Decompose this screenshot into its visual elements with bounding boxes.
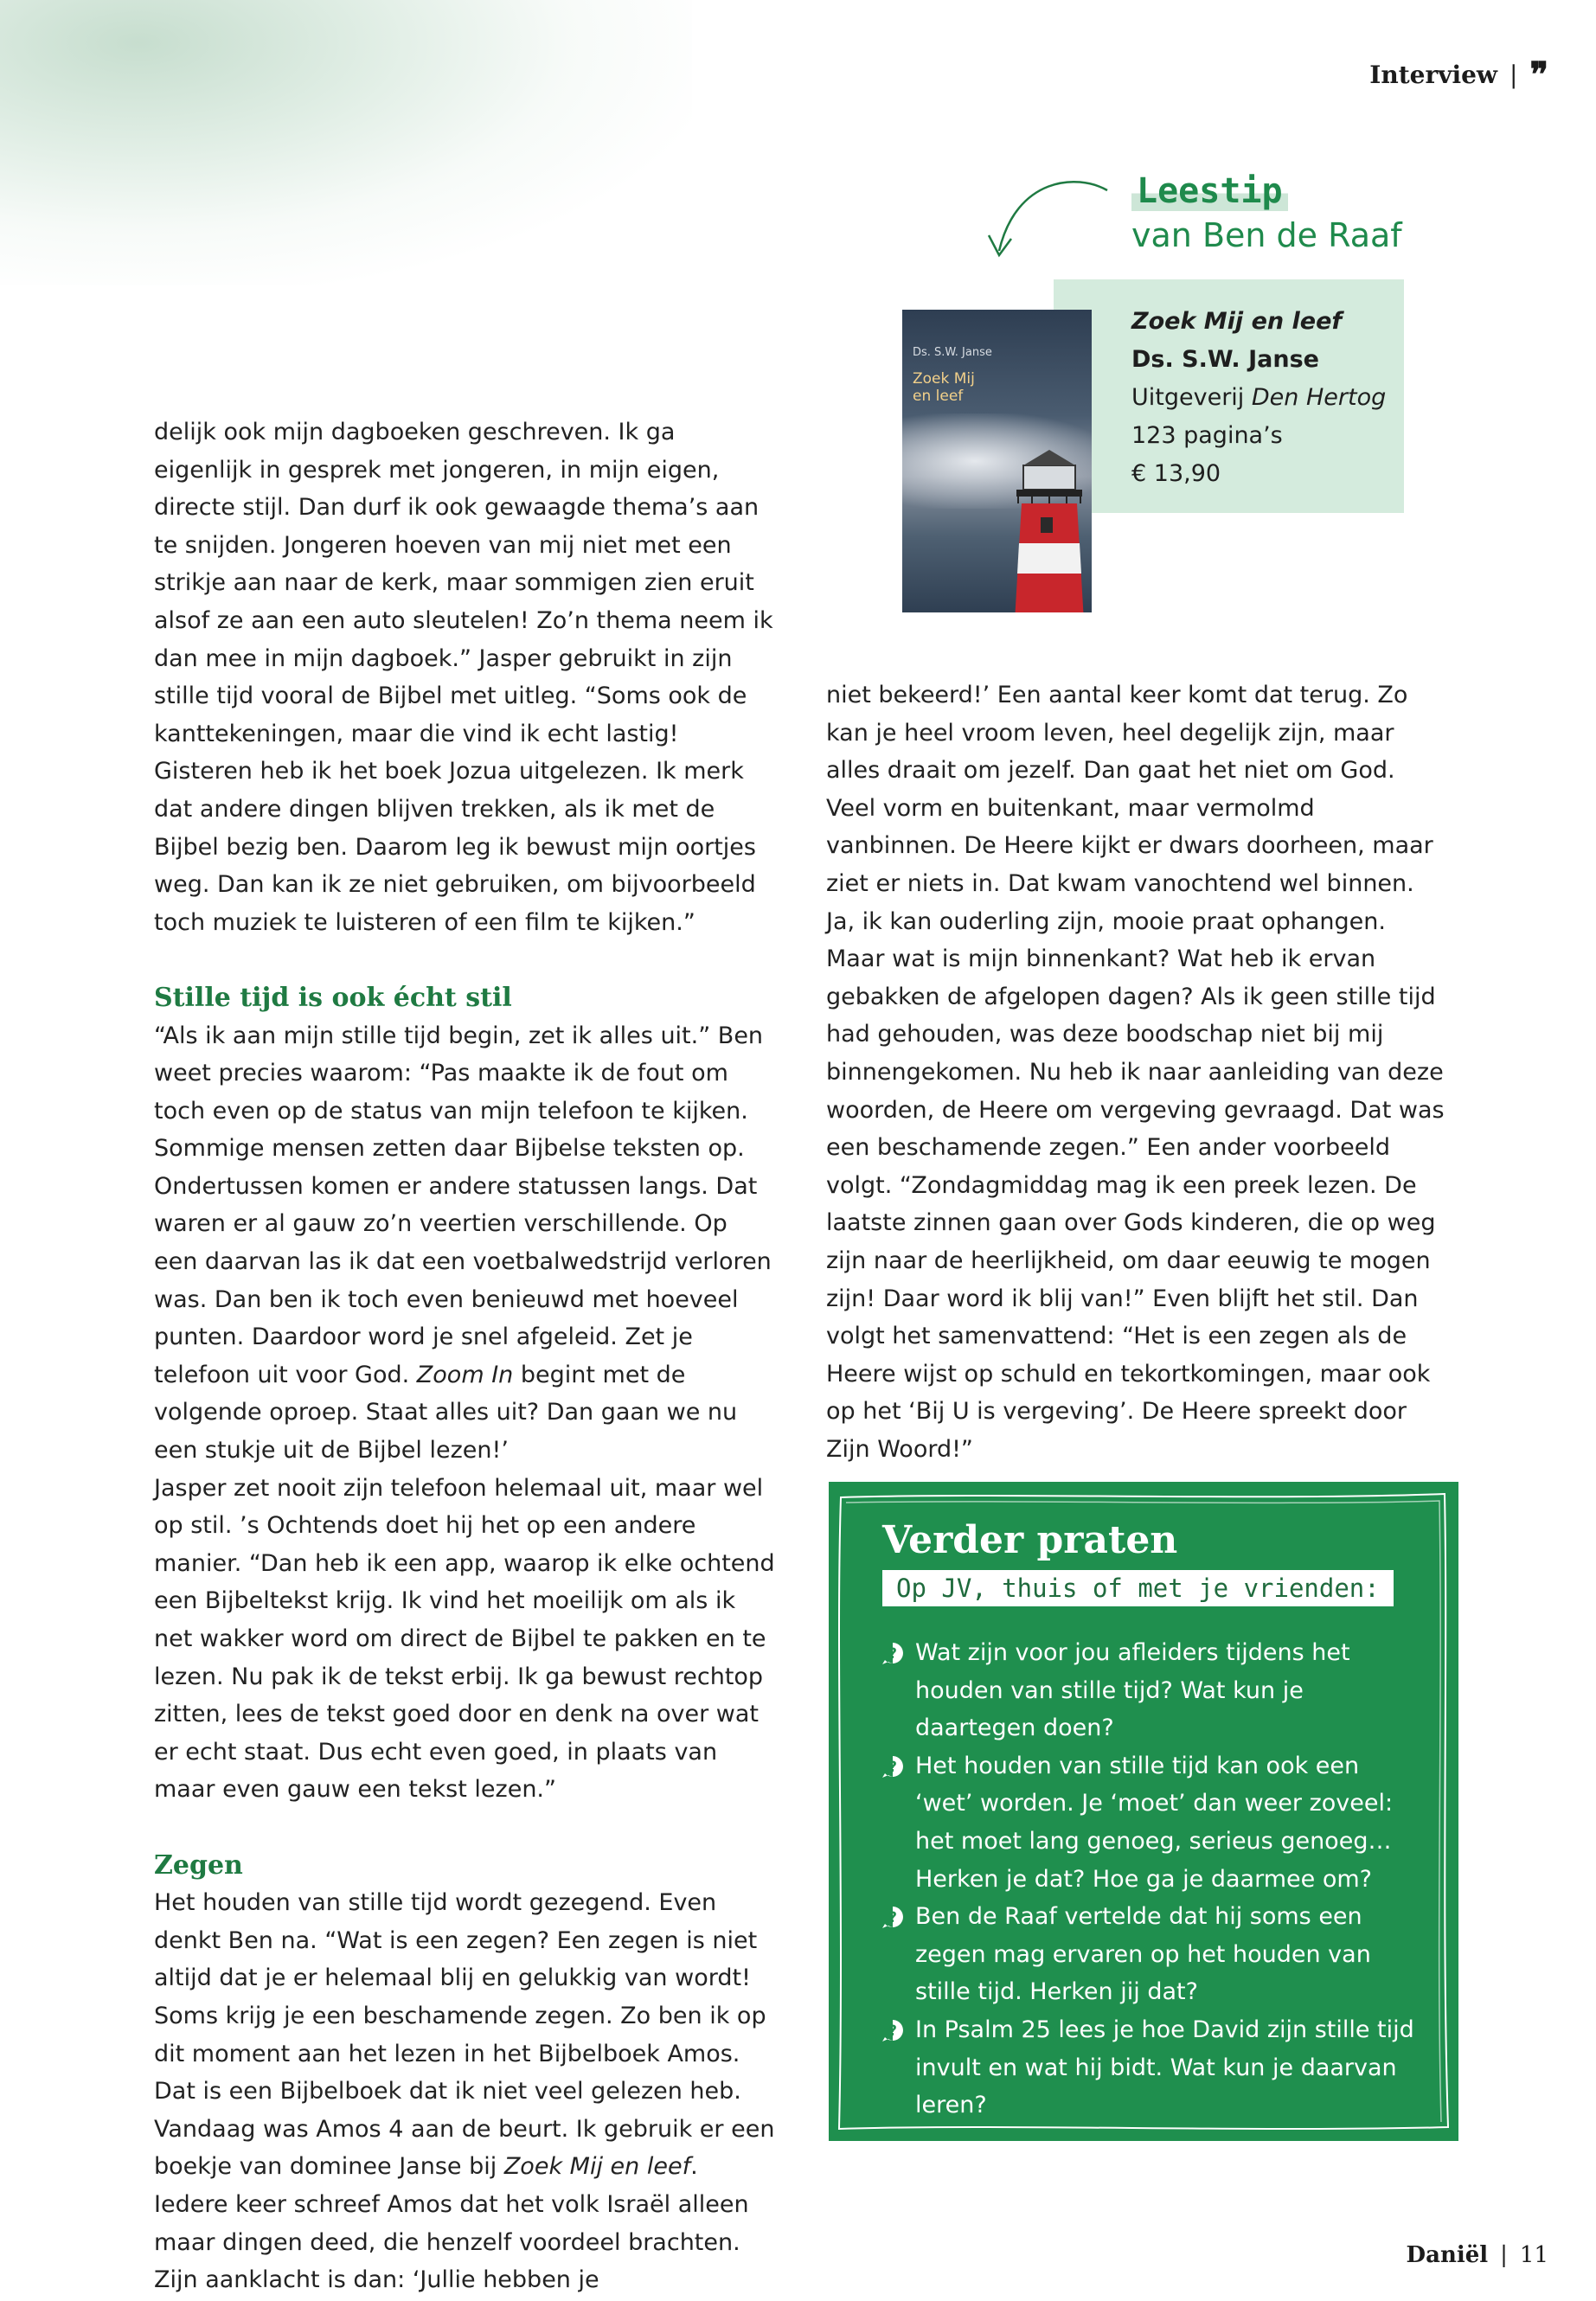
svg-text:?: ? bbox=[888, 2022, 897, 2040]
book-price: € 13,90 bbox=[1131, 460, 1221, 487]
article-left-column bbox=[154, 413, 777, 2299]
header-separator: | bbox=[1509, 61, 1518, 89]
leestip-subtitle: van Ben de Raaf bbox=[1131, 216, 1402, 254]
question-bubble-icon bbox=[881, 1905, 905, 1929]
paragraph: niet bekeerd!’ Een aantal keer komt dat terug. Zo kan je heel vroom leven, heel degelijk zijn, maar alles draait om jezelf. Dan gaat het niet om God. Veel vorm en buitenkant, maar vermolmd vanbinnen. De Heere kijkt er dwars doorheen, maar ziet er niets in. Dat kwam vanochtend wel binnen. Ja, ik kan ouderling zijn, mooie praat ophangen. Maar wat is mijn binnenkant? Wat heb ik ervan gebakken de afgelopen dagen? Als ik geen stille tijd had gehouden, was deze boodschap niet bij mij binnengekomen. Nu heb ik naar aanleiding van deze woorden, de Heere om vergeving gevraagd. Dat was een beschamende zegen.” Een ander voorbeeld volgt. “Zondagmiddag mag ik een preek lezen. De laatste zinnen gaan over Gods kinderen, die op weg zijn naar de heerlijkheid, om daar eeuwig te mogen zijn! Daar word ik blij van!” Even blijft het stil. Dan volgt het samenvattend: “Het is een zegen als de Heere wijst op schuld en tekortkomingen, maar ook op het ‘Bij U is vergeving’. De Heere spreekt door Zijn Woord!” bbox=[826, 682, 1445, 1463]
paragraph: delijk ook mijn dagboeken geschreven. Ik ga eigenlijk in gesprek met jongeren, in mijn eigen, directe stijl. Dan durf ik ook gewaagde thema’s aan te snijden. Jongeren hoeven van mij niet met een strikje aan naar de kerk, maar sommigen zien eruit alsof ze aan een auto sleutelen! Zo’n thema neem ik dan mee in mijn dagboek.” Jasper gebruikt in zijn stille tijd vooral de Bijbel met uitleg. “Soms ook de kanttekeningen, maar die vind ik echt lastig! Gisteren heb ik het boek Jozua uitgelezen. Ik merk dat andere dingen blijven trekken, als ik met de Bijbel bezig ben. Daarom leg ik bewust mijn oortjes weg. Dan kan ik ze niet gebruiken, om bijvoorbeeld toch muziek te luisteren of een film te kijken.” bbox=[154, 419, 773, 936]
article-right-column bbox=[826, 676, 1449, 1468]
book-info bbox=[1131, 303, 1386, 493]
list-item: ? In Psalm 25 lees je hoe David zijn stille tijd invult en wat hij bidt. Wat kun je daarvan leren? bbox=[881, 2011, 1417, 2125]
book-title: Zoek Mij en leef bbox=[1131, 308, 1343, 335]
book-pages: 123 pagina’s bbox=[1131, 422, 1283, 449]
box-title: Verder praten bbox=[882, 1518, 1178, 1562]
background-watercolor-wash bbox=[0, 0, 692, 285]
list-item: ? Het houden van stille tijd kan ook een ‘wet’ worden. Je ‘moet’ dan weer zoveel: het moet lang genoeg, serieus genoeg… Herken je dat? Hoe ga je daarmee om? bbox=[881, 1747, 1417, 1898]
svg-text:?: ? bbox=[888, 1758, 897, 1776]
question-bubble-icon bbox=[881, 1641, 905, 1665]
svg-text:?: ? bbox=[888, 1645, 897, 1663]
paragraph: “Als ik aan mijn stille tijd begin, zet ik alles uit.” Ben weet precies waarom: “Pas maakte ik de fout om toch even op de status van mijn telefoon te kijken. Sommige mensen zetten daar Bijbelse teksten op. Ondertussen komen er andere statussen langs. Dat waren er al gauw zo’n veertien verschillende. Op een daarvan las ik dat een voetbalwedstrijd verloren was. Dan ben ik toch even benieuwd met hoeveel punten. Daardoor word je snel afgeleid. Zet je telefoon uit voor God. Zoom In begint met de volgende oproep. Staat alles uit? Dan gaan we nu een stukje uit de Bijbel lezen!’ bbox=[154, 1022, 772, 1465]
question-bubble-icon bbox=[881, 1754, 905, 1779]
verder-praten-box bbox=[829, 1482, 1458, 2141]
question-bubble-icon bbox=[881, 2018, 905, 2042]
section-label: Interview bbox=[1369, 61, 1498, 89]
list-item: ? Wat zijn voor jou afleiders tijdens het houden van stille tijd? Wat kun je daartegen doen? bbox=[881, 1634, 1417, 1747]
paragraph: Het houden van stille tijd wordt gezegend. Even denkt Ben na. “Wat is een zegen? Een zegen is niet altijd dat je er helemaal blij en gelukkig van wordt! Soms krijg je een beschamende zegen. Zo ben ik op dit moment aan het lezen in het Bijbelboek Amos. Dat is een Bijbelboek dat ik niet veel gelezen heb. Vandaag was Amos 4 aan de beurt. Ik gebruik er een boekje van dominee Janse bij Zoek Mij en leef. Iedere keer schreef Amos dat het volk Israël alleen maar dingen deed, die henzelf voordeel brachten. Zijn aanklacht is dan: ‘Jullie hebben je bbox=[154, 1889, 775, 2294]
book-author: Ds. S.W. Janse bbox=[1131, 346, 1319, 373]
subheading: Zegen bbox=[154, 1849, 243, 1881]
list-item: ? Ben de Raaf vertelde dat hij soms een zegen mag ervaren op het houden van stille tijd. Herken jij dat? bbox=[881, 1898, 1417, 2011]
page-number: 11 bbox=[1519, 2242, 1548, 2268]
page-footer bbox=[1407, 2242, 1548, 2268]
lighthouse-illustration bbox=[997, 448, 1092, 612]
magazine-name: Daniël bbox=[1406, 2242, 1489, 2268]
section-header bbox=[1369, 54, 1548, 95]
leestip-title: Leestip bbox=[1131, 171, 1288, 211]
box-subtitle: Op JV, thuis of met je vrienden: bbox=[882, 1570, 1394, 1606]
quote-icon: ❞ bbox=[1529, 54, 1548, 95]
curved-arrow-icon bbox=[982, 173, 1112, 268]
subheading: Stille tijd is ook écht stil bbox=[154, 982, 512, 1013]
cover-author: Ds. S.W. Janse bbox=[913, 346, 992, 359]
book-publisher: Uitgeverij Den Hertog bbox=[1131, 384, 1387, 411]
question-list bbox=[881, 1634, 1417, 2125]
cover-title: Zoek Mij en leef bbox=[913, 370, 975, 405]
book-cover-image bbox=[902, 310, 1092, 612]
svg-text:?: ? bbox=[888, 1909, 897, 1927]
paragraph: Jasper zet nooit zijn telefoon helemaal uit, maar wel op stil. ’s Ochtends doet hij het op een andere manier. “Dan heb ik een app, waarop ik elke ochtend een Bijbeltekst krijg. Ik vind het moeilijk om als ik net wakker word om direct de Bijbel te pakken en te lezen. Nu pak ik de tekst erbij. Ik ga bewust rechtop zitten, lees de tekst goed door en denk na over wat er echt staat. Dus echt even goed, in plaats van maar even gauw een tekst lezen.” bbox=[154, 1474, 775, 1804]
footer-separator: | bbox=[1500, 2242, 1508, 2268]
